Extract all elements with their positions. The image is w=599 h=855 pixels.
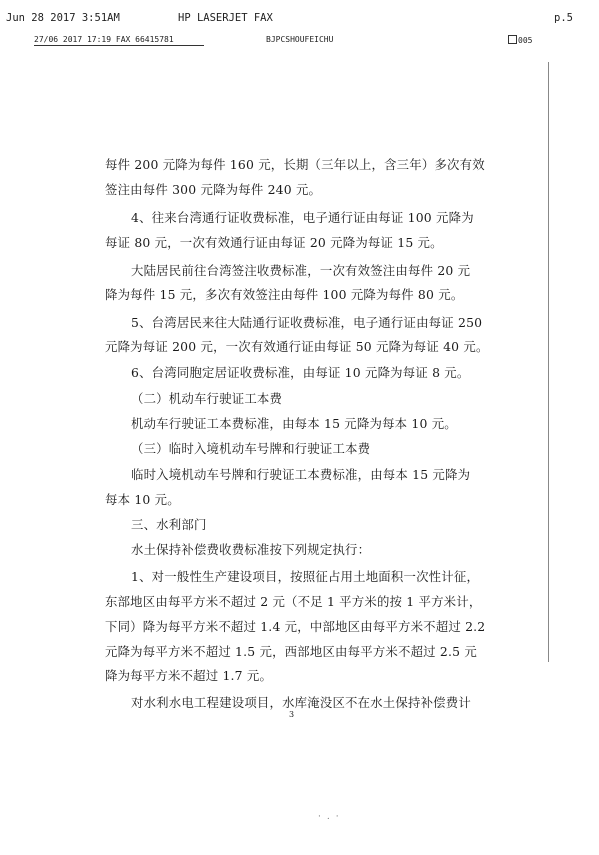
text-line: 每件 200 元降为每件 160 元，长期（三年以上，含三年）多次有效 (105, 157, 485, 172)
fax-device-name: HP LASERJET FAX (178, 12, 273, 24)
scan-edge-line (548, 62, 549, 662)
text-line: 降为每件 15 元，多次有效签注由每件 100 元降为每件 80 元。 (105, 287, 464, 302)
section-heading: （三）临时入境机动车号牌和行驶证工本费 (131, 441, 371, 456)
fax-code-icon (508, 35, 517, 44)
text-line: 6、台湾同胞定居证收费标准，由每证 10 元降为每证 8 元。 (131, 365, 470, 380)
text-line: 元降为每平方米不超过 1.5 元，西部地区由每平方米不超过 2.5 元 (105, 644, 477, 659)
text-line: 元降为每证 200 元，一次有效通行证由每证 50 元降为每证 40 元。 (105, 339, 489, 354)
text-line: 签注由每件 300 元降为每件 240 元。 (105, 182, 322, 197)
fax-code-number: 005 (518, 36, 533, 45)
fax-header-underline (34, 45, 204, 46)
page-number: 3 (289, 710, 295, 719)
text-line: 降为每平方米不超过 1.7 元。 (105, 668, 273, 683)
text-line: 下同）降为每平方米不超过 1.4 元，中部地区由每平方米不超过 2.2 (105, 619, 486, 634)
text-line: 水土保持补偿费收费标准按下列规定执行： (131, 542, 371, 557)
text-line: 机动车行驶证工本费标准，由每本 15 元降为每本 10 元。 (131, 416, 457, 431)
text-line: 对水利水电工程建设项目，水库淹没区不在水土保持补偿费计 (131, 695, 471, 710)
fax-sender-id: BJPCSHOUFEICHU (266, 35, 334, 44)
text-line: 东部地区由每平方米不超过 2 元（不足 1 平方米的按 1 平方米计， (105, 594, 482, 609)
fax-code (508, 35, 532, 45)
text-line: 5、台湾居民来往大陆通行证收费标准，电子通行证由每证 250 (131, 315, 483, 330)
text-line: 1、对一般性生产建设项目，按照征占用土地面积一次性计征， (131, 569, 480, 584)
scan-specks: ·.· (318, 812, 345, 822)
text-line: 临时入境机动车号牌和行驶证工本费标准，由每本 15 元降为 (131, 467, 471, 482)
section-heading: 三、水利部门 (131, 517, 207, 532)
section-heading: （二）机动车行驶证工本费 (131, 391, 283, 406)
text-line: 每证 80 元，一次有效通行证由每证 20 元降为每证 15 元。 (105, 235, 443, 250)
text-line: 4、往来台湾通行证收费标准，电子通行证由每证 100 元降为 (131, 210, 474, 225)
fax-transmit-info: 27/06 2017 17:19 FAX 66415781 (34, 35, 174, 44)
text-line: 大陆居民前往台湾签注收费标准，一次有效签注由每件 20 元 (131, 263, 471, 278)
fax-timestamp: Jun 28 2017 3:51AM (6, 12, 120, 24)
fax-page-indicator: p.5 (554, 12, 573, 24)
text-line: 每本 10 元。 (105, 492, 180, 507)
